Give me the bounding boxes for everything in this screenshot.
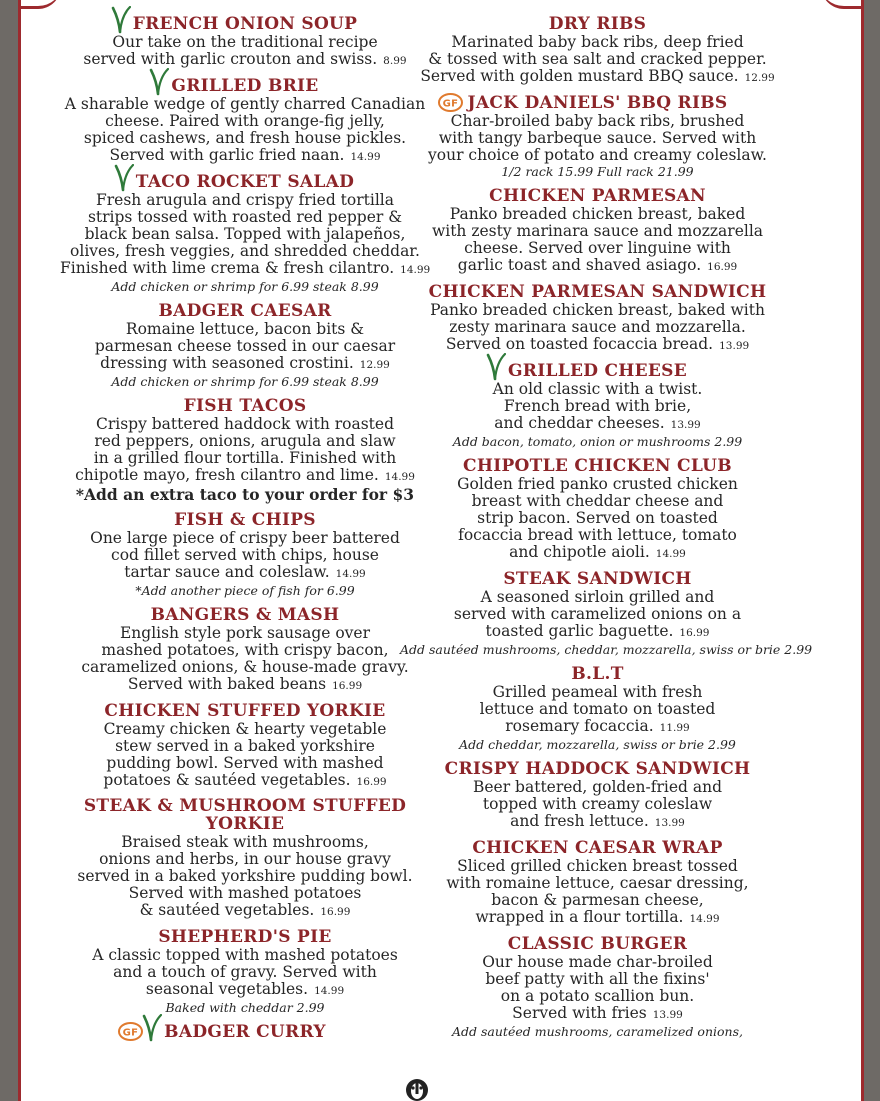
description-text: Our take on the traditional recipe [112,33,378,51]
description-line [60,530,430,547]
description-text: Fresh arugula and crispy fried tortilla [96,191,394,209]
description-text: rosemary focaccia. [505,717,654,735]
menu-item-chicken-stuffed-yorkie [60,701,430,791]
description-text: One large piece of crispy beer battered [90,529,400,547]
description-line [60,130,430,147]
menu-item-addon-note: Add chicken or shrimp for 6.99 steak 8.99 [111,279,379,294]
menu-item-addon-note: *Add another piece of fish for 6.99 [135,583,355,598]
menu-item-jack-daniels-bbq-ribs [400,93,795,180]
menu-item-name [571,665,623,683]
menu-frame-left [0,0,18,1101]
description-text: Beer battered, golden-fried and [472,778,723,796]
description-line [400,257,795,276]
menu-item-description [60,321,430,374]
description-line [400,493,795,510]
menu-item-name [159,302,332,320]
description-text: Our house made char-broiled [482,953,713,971]
description-text: Finished with lime crema & fresh cilantro. [60,259,395,277]
description-text: strip bacon. Served on toasted [477,509,718,527]
menu-item-price: 16.99 [707,261,738,273]
menu-item-title: CRISPY HADDOCK SANDWICH [444,759,751,779]
description-line [60,885,430,902]
description-line [60,433,430,450]
gluten-free-badge-icon [118,1022,143,1041]
description-text: Marinated baby back ribs, deep fried [451,33,744,51]
description-line [400,130,795,147]
description-line [400,909,795,928]
description-text: Served with garlic fried naan. [109,146,345,164]
menu-item-title: FRENCH ONION SOUP [132,14,358,34]
menu-item-chipotle-chicken-club [400,456,795,563]
menu-item-name [508,935,687,953]
description-line [400,34,795,51]
description-text: A classic topped with mashed potatoes [92,946,398,964]
description-text: served with caramelized onions on a [453,605,742,623]
menu-item-title: CHICKEN CAESAR WRAP [472,838,723,858]
description-line [400,606,795,623]
menu-item-promo-note: *Add an extra taco to your order for $3 [75,485,415,504]
menu-item-description [400,954,795,1024]
description-line [60,51,430,70]
menu-item-price: 11.99 [659,722,690,734]
vegetarian-leaf-icon [142,1014,162,1042]
description-text: Served with mashed potatoes [128,884,362,902]
description-line [400,113,795,130]
menu-item-name [174,511,316,529]
menu-item-steak-and-mushroom-stuffed-yorkie [60,797,430,921]
description-text: cheese. Served over linguine with [464,239,731,257]
menu-item-fish-and-chips [60,510,430,599]
description-line [60,902,430,921]
menu-item-title: CHICKEN PARMESAN [489,186,706,206]
description-line [60,625,430,642]
description-text: breast with cheddar cheese and [471,492,724,510]
description-text: wrapped in a flour tortilla. [475,908,684,926]
menu-item-description [60,530,430,583]
menu-item-price: 13.99 [652,1009,683,1021]
menu-item-title: B.L.T [571,664,624,684]
description-text: and cheddar cheeses. [494,414,665,432]
menu-item-badger-caesar [60,301,430,390]
menu-item-name [463,457,732,475]
description-line [400,415,795,434]
menu-item-price: 13.99 [670,419,701,431]
description-line [400,796,795,813]
menu-item-name [104,702,385,720]
menu-item-addon-note: 1/2 rack 15.99 Full rack 21.99 [501,164,694,179]
description-line [400,892,795,909]
description-text: on a potato scallion bun. [500,987,695,1005]
menu-item-chicken-caesar-wrap [400,838,795,928]
vegetarian-leaf-icon [114,164,134,192]
description-line [60,547,430,564]
description-text: pudding bowl. Served with mashed [106,754,384,772]
description-text: Served on toasted focaccia bread. [445,335,714,353]
menu-item-description [60,34,430,70]
menu-item-price: 14.99 [335,568,366,580]
description-text: An old classic with a twist. [492,380,703,398]
menu-item-addon-note: Add chicken or shrimp for 6.99 steak 8.99 [111,374,379,389]
description-line [400,701,795,718]
description-line [60,834,430,851]
menu-item-title: FISH TACOS [183,396,307,416]
description-text: cheese. Paired with orange-fig jelly, [105,112,385,130]
description-text: Crispy battered haddock with roasted [95,415,395,433]
description-line [60,96,430,113]
description-text: red peppers, onions, arugula and slaw [94,432,396,450]
description-text: Panko breaded chicken breast, baked [449,205,746,223]
menu-item-name [60,797,430,833]
description-text: topped with creamy coleslaw [482,795,713,813]
description-text: Braised steak with mushrooms, [121,833,369,851]
description-text: seasonal vegetables. [145,980,309,998]
menu-item-description [400,684,795,737]
menu-item-description [60,947,430,1000]
menu-item-title: JACK DANIELS' BBQ RIBS [467,93,728,113]
menu-item-bangers-and-mash [60,605,430,695]
menu-item-addon-note: Add sautéed mushrooms, cheddar, mozzarella, swiss or brie 2.99 [400,642,813,657]
menu-item-french-onion-soup [60,14,430,70]
menu-item-crispy-haddock-sandwich [400,759,795,832]
menu-item-title: BANGERS & MASH [150,605,340,625]
description-text: chipotle mayo, fresh cilantro and lime. [75,466,379,484]
menu-item-price: 13.99 [654,817,685,829]
menu-item-title: CHICKEN PARMESAN SANDWICH [428,282,767,302]
description-text: focaccia bread with lettuce, tomato [458,526,737,544]
menu-item-steak-sandwich [400,569,813,658]
description-line [400,510,795,527]
description-text: mashed potatoes, with crispy bacon, [101,641,389,659]
menu-item-taco-rocket-salad [60,172,430,295]
description-line [400,988,795,1005]
description-text: beef patty with all the fixins' [485,970,710,988]
description-text: and fresh lettuce. [510,812,649,830]
menu-item-description [400,34,795,87]
description-line [400,589,795,606]
description-line [400,623,795,642]
menu-item-title: STEAK SANDWICH [503,569,692,589]
description-line [60,642,430,659]
menu-item-name [122,1022,326,1042]
description-text: potatoes & sautéed vegetables. [103,771,351,789]
description-line [60,226,430,243]
menu-item-title: GRILLED CHEESE [507,361,688,381]
menu-item-description [400,589,795,642]
gluten-free-badge-icon [438,93,463,112]
description-text: and a touch of gravy. Served with [113,963,377,981]
menu-item-price: 14.99 [350,151,381,163]
description-line [60,450,430,467]
menu-item-price: 12.99 [359,359,390,371]
description-line [400,779,795,796]
menu-item-chicken-parmesan-sandwich [400,282,795,355]
description-text: stew served in a baked yorkshire [115,737,375,755]
description-text: lettuce and tomato on toasted [479,700,716,718]
description-text: in a grilled flour tortilla. Finished with [93,449,397,467]
description-line [60,209,430,226]
menu-item-price: 8.99 [383,55,407,67]
description-line [60,416,430,433]
menu-item-description [60,625,430,695]
menu-item-badger-curry [60,1022,430,1042]
description-line [400,147,795,164]
menu-item-title: CLASSIC BURGER [507,934,688,954]
description-line [400,684,795,701]
description-text: Grilled peameal with fresh [492,683,703,701]
menu-item-fish-tacos [60,396,430,504]
description-text: dressing with seasoned crostini. [100,354,354,372]
description-line [60,192,430,209]
description-text: Char-broiled baby back ribs, brushed [450,112,745,130]
description-text: tartar sauce and coleslaw. [124,563,330,581]
description-text: & sautéed vegetables. [139,901,315,919]
menu-item-price: 16.99 [320,906,351,918]
menu-item-name [133,15,358,33]
description-line [400,718,795,737]
menu-item-title: STEAK & MUSHROOM STUFFED YORKIE [83,796,407,834]
description-line [60,947,430,964]
menu-item-addon-note: Baked with cheddar 2.99 [165,1000,325,1015]
menu-item-name [472,839,722,857]
description-line [400,68,795,87]
menu-item-title: CHIPOTLE CHICKEN CLUB [463,456,732,476]
description-text: olives, fresh veggies, and shredded cheddar. [70,242,420,260]
menu-item-name [151,606,340,624]
description-line [400,544,795,563]
menu-item-name [184,397,307,415]
description-text: Golden fried panko crusted chicken [457,475,738,493]
description-line [60,772,430,791]
description-line [60,721,430,738]
menu-item-b-l-t [400,664,795,753]
description-text: A sharable wedge of gently charred Canadian [64,95,426,113]
description-line [60,981,430,1000]
menu-item-description [60,192,430,279]
description-line [400,398,795,415]
description-line [60,964,430,981]
menu-item-description [60,96,430,166]
menu-item-description [400,381,795,434]
description-text: Sliced grilled chicken breast tossed [457,857,738,875]
description-line [400,240,795,257]
description-text: spiced cashews, and fresh house pickles. [83,129,407,147]
description-line [400,858,795,875]
menu-item-grilled-brie [60,76,430,166]
menu-item-name [429,283,767,301]
menu-item-name [136,173,354,191]
description-text: English style pork sausage over [119,624,371,642]
description-line [400,206,795,223]
description-line [400,319,795,336]
vegetarian-leaf-icon [111,6,131,34]
description-line [60,467,430,486]
menu-item-description [60,416,430,486]
description-text: garlic toast and shaved asiago. [457,256,702,274]
description-text: onions and herbs, in our house gravy [99,850,391,868]
description-line [60,355,430,374]
description-text: Served with baked beans [127,675,327,693]
badger-sticker-icon [403,1076,431,1101]
vegetarian-leaf-icon [486,353,506,381]
menu-item-price: 14.99 [384,471,415,483]
menu-item-price: 12.99 [744,72,775,84]
description-text: French bread with brie, [503,397,692,415]
description-line [60,34,430,51]
menu-item-name [489,187,706,205]
menu-item-description [400,113,795,164]
description-line [400,223,795,240]
description-line [60,243,430,260]
menu-item-description [400,476,795,563]
description-text: cod fillet served with chips, house [111,546,379,564]
menu-item-title: TACO ROCKET SALAD [135,172,355,192]
menu-item-grilled-cheese [400,361,795,450]
menu-item-title: SHEPHERD'S PIE [158,927,332,947]
description-line [400,302,795,319]
menu-item-price: 16.99 [356,776,387,788]
description-text: zesty marinara sauce and mozzarella. [449,318,746,336]
menu-item-addon-note: Add cheddar, mozzarella, swiss or brie 2.99 [459,737,736,752]
description-text: black bean salsa. Topped with jalapeños, [84,225,406,243]
menu-item-name [508,362,687,380]
description-text: strips tossed with roasted red pepper & [87,208,403,226]
menu-item-title: GRILLED BRIE [171,76,319,96]
description-line [400,527,795,544]
menu-column-left [60,14,430,1048]
menu-item-price: 14.99 [655,548,686,560]
svg-text:GF: GF [442,98,458,110]
menu-item-name [549,15,647,33]
menu-item-addon-note: Add sautéed mushrooms, caramelized onions, [452,1024,743,1039]
menu-item-price: 14.99 [400,264,431,276]
menu-border-left [18,0,21,1101]
menu-item-description [60,721,430,791]
description-line [400,954,795,971]
menu-item-title: BADGER CURRY [164,1022,326,1042]
description-line [400,875,795,892]
description-text: served with garlic crouton and swiss. [83,50,378,68]
menu-item-description [400,858,795,928]
description-text: A seasoned sirloin grilled and [480,588,715,606]
menu-item-price: 16.99 [332,680,363,692]
menu-item-description [400,779,795,832]
description-text: caramelized onions, & house-made gravy. [81,658,409,676]
description-line [400,336,795,355]
menu-item-title: CHICKEN STUFFED YORKIE [104,701,386,721]
menu-item-description [400,206,795,276]
menu-frame-right [864,0,880,1101]
menu-item-name [171,77,318,95]
menu-item-name [158,928,331,946]
description-text: Creamy chicken & hearty vegetable [103,720,387,738]
description-line [60,321,430,338]
description-line [60,755,430,772]
description-text: and chipotle aioli. [509,543,650,561]
menu-item-name [503,570,691,588]
description-line [60,338,430,355]
description-text: parmesan cheese tossed in our caesar [94,337,396,355]
corner-ornament-right [821,0,861,9]
description-text: with romaine lettuce, caesar dressing, [446,874,749,892]
description-line [60,260,430,279]
description-text: Served with golden mustard BBQ sauce. [420,67,739,85]
menu-item-price: 16.99 [679,627,710,639]
description-line [60,676,430,695]
description-text: Panko breaded chicken breast, baked with [430,301,765,319]
description-line [60,113,430,130]
description-line [60,564,430,583]
description-text: Romaine lettuce, bacon bits & [125,320,365,338]
menu-item-price: 14.99 [314,985,345,997]
menu-item-shepherd-s-pie [60,927,430,1016]
description-text: & tossed with sea salt and cracked pepper. [428,50,767,68]
menu-item-title: BADGER CAESAR [158,301,332,321]
description-text: served in a baked yorkshire pudding bowl. [77,867,413,885]
menu-item-description [60,834,430,921]
description-line [400,51,795,68]
description-line [60,659,430,676]
menu-item-name [442,93,728,113]
svg-text:GF: GF [122,1027,139,1039]
menu-item-classic-burger [400,934,795,1040]
menu-item-chicken-parmesan [400,186,795,276]
menu-item-dry-ribs [400,14,795,87]
description-line [400,1005,795,1024]
description-line [60,738,430,755]
description-line [60,868,430,885]
corner-ornament-left [21,0,61,9]
menu-item-name [445,760,751,778]
description-text: toasted garlic baguette. [485,622,674,640]
description-line [400,476,795,493]
description-text: Served with fries [512,1004,647,1022]
description-text: your choice of potato and creamy coleslaw. [428,146,767,164]
vegetarian-leaf-icon [149,68,169,96]
menu-border-right [861,0,864,1101]
menu-item-price: 14.99 [689,913,720,925]
description-line [60,851,430,868]
menu-item-description [400,302,795,355]
menu-item-price: 13.99 [719,340,750,352]
menu-item-title: DRY RIBS [548,14,647,34]
menu-item-addon-note: Add bacon, tomato, onion or mushrooms 2.99 [452,434,743,449]
description-text: bacon & parmesan cheese, [491,891,704,909]
menu-column-right [400,14,813,1046]
description-text: with tangy barbeque sauce. Served with [438,129,757,147]
description-line [400,971,795,988]
description-text: with zesty marinara sauce and mozzarella [431,222,764,240]
menu-item-title: FISH & CHIPS [174,510,316,530]
description-line [400,381,795,398]
description-line [400,813,795,832]
